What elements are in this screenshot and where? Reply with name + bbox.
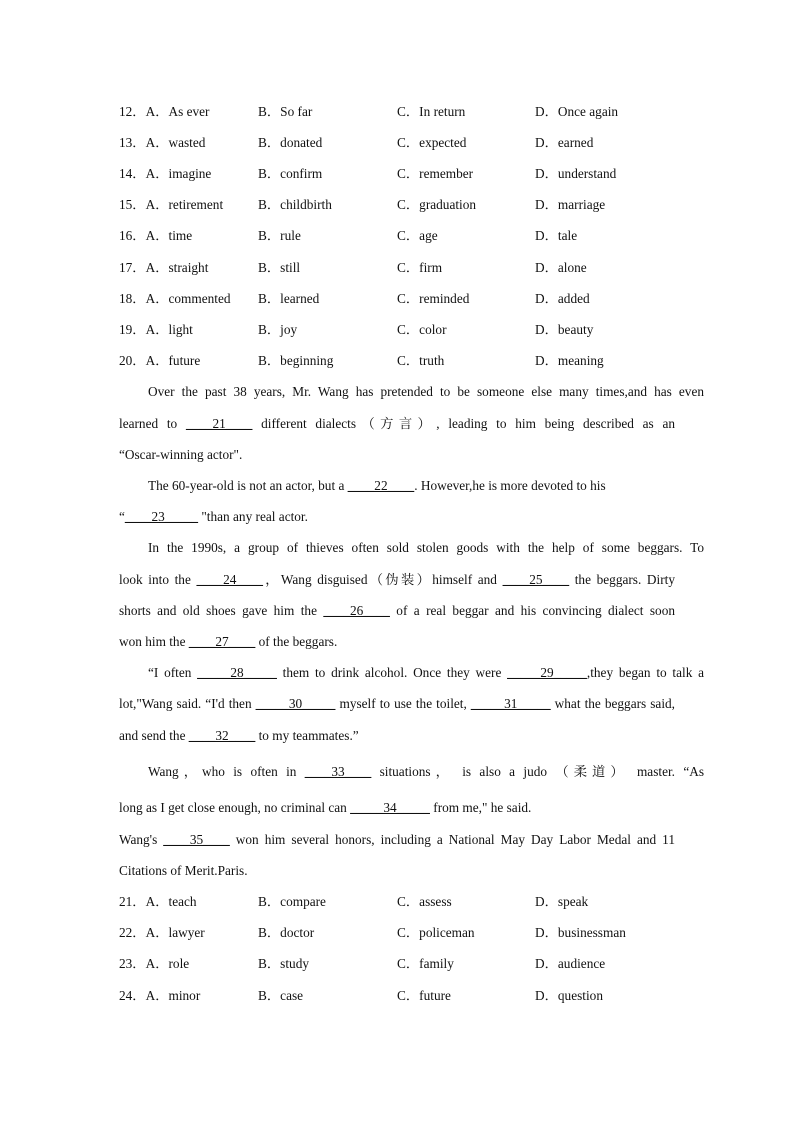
- option-d: [535, 102, 618, 122]
- option-d: [535, 133, 593, 153]
- option-text: audience: [557, 956, 606, 971]
- option-d: [535, 289, 590, 309]
- option-letter: D．: [535, 988, 558, 1003]
- passage-p3-line3: shorts and old shoes gave him the ____26____ of a real beggar and his convincing dialect soon: [119, 603, 676, 618]
- number-dot: ．: [132, 956, 146, 971]
- option-a: [119, 986, 200, 1006]
- option-letter: C．: [397, 197, 420, 212]
- passage-p1-line1: Over the past 38 years, Mr. Wang has pretended to be someone else many times,and has even: [148, 384, 704, 399]
- option-text: reminded: [419, 291, 470, 306]
- option-text: earned: [557, 135, 594, 150]
- passage-p5-line2: long as I get close enough, no criminal can _____34_____ from me," he said.: [119, 800, 532, 815]
- blank-32: ____32____: [188, 728, 256, 743]
- option-letter: D．: [535, 956, 558, 971]
- option-letter: B．: [258, 353, 281, 368]
- option-c: [397, 923, 475, 943]
- option-text: speak: [557, 894, 589, 909]
- option-text: minor: [168, 988, 201, 1003]
- option-letter: D．: [535, 291, 558, 306]
- option-letter: A．: [145, 197, 169, 212]
- option-letter: C．: [397, 104, 420, 119]
- option-a: [119, 892, 197, 912]
- option-text: family: [419, 956, 454, 971]
- option-a: [119, 289, 231, 309]
- option-letter: C．: [397, 988, 420, 1003]
- option-b: [258, 226, 301, 246]
- question-number: 24: [119, 988, 133, 1003]
- option-d: [535, 258, 587, 278]
- blank-21: ____21____: [185, 416, 253, 431]
- option-letter: D．: [535, 322, 558, 337]
- option-text: straight: [168, 260, 209, 275]
- number-dot: ．: [132, 135, 146, 150]
- option-letter: A．: [145, 104, 169, 119]
- option-b: [258, 133, 322, 153]
- option-b: [258, 195, 332, 215]
- option-text: tale: [557, 228, 578, 243]
- option-text: remember: [419, 166, 474, 181]
- blank-31: _____31_____: [470, 696, 551, 711]
- option-text: confirm: [280, 166, 323, 181]
- option-letter: B．: [258, 291, 281, 306]
- passage-p4-line2: lot,"Wang said. “I'd then _____30_____ myself to use the toilet, _____31_____ what the beggars said,: [119, 696, 675, 711]
- option-text: future: [419, 988, 451, 1003]
- option-letter: D．: [535, 228, 558, 243]
- option-d: [535, 226, 577, 246]
- option-a: [119, 226, 192, 246]
- passage-p2-line2: “____23_____ "than any real actor.: [119, 509, 308, 524]
- passage-p4-line3: and send the ____32____ to my teammates.”: [119, 728, 359, 743]
- blank-35: ____35____: [163, 832, 230, 847]
- passage-p2-line1: The 60-year-old is not an actor, but a ____22____. However,he is more devoted to his: [148, 478, 606, 493]
- blank-27: ____27____: [188, 634, 256, 649]
- option-text: expected: [419, 135, 467, 150]
- option-text: marriage: [557, 197, 606, 212]
- option-text: doctor: [280, 925, 315, 940]
- option-text: firm: [419, 260, 443, 275]
- option-a: [119, 923, 205, 943]
- question-number: 15: [119, 197, 133, 212]
- question-number: 16: [119, 228, 133, 243]
- option-letter: C．: [397, 228, 420, 243]
- option-b: [258, 986, 303, 1006]
- blank-30: _____30_____: [255, 696, 336, 711]
- number-dot: ．: [132, 322, 146, 337]
- option-letter: C．: [397, 894, 420, 909]
- option-text: study: [280, 956, 309, 971]
- blank-24: ____24____: [196, 572, 263, 587]
- option-text: assess: [419, 894, 452, 909]
- number-dot: ．: [132, 894, 146, 909]
- passage-p4-line1: “I often _____28_____ them to drink alcohol. Once they were _____29_____,they began to talk a: [148, 665, 704, 680]
- question-number: 17: [119, 260, 133, 275]
- option-a: [119, 351, 200, 371]
- option-c: [397, 164, 473, 184]
- option-c: [397, 195, 476, 215]
- question-number: 23: [119, 956, 133, 971]
- option-letter: C．: [397, 353, 420, 368]
- option-letter: A．: [145, 135, 169, 150]
- option-letter: C．: [397, 135, 420, 150]
- number-dot: ．: [132, 197, 146, 212]
- option-text: still: [280, 260, 301, 275]
- passage-p1-line2: learned to ____21____ different dialects（方言）, leading to him being described as an: [119, 416, 675, 431]
- passage-p3-line2: look into the ____24____，Wang disguised（伪装）himself and ____25____ the beggars. Dirty: [119, 572, 676, 587]
- option-b: [258, 954, 309, 974]
- option-text: case: [280, 988, 304, 1003]
- blank-33: ____33____: [304, 764, 372, 779]
- option-b: [258, 258, 300, 278]
- option-c: [397, 258, 442, 278]
- option-a: [119, 133, 205, 153]
- option-c: [397, 133, 466, 153]
- number-dot: ．: [132, 260, 146, 275]
- option-letter: B．: [258, 228, 281, 243]
- option-letter: D．: [535, 135, 558, 150]
- option-text: As ever: [168, 104, 210, 119]
- number-dot: ．: [132, 228, 146, 243]
- option-c: [397, 289, 469, 309]
- option-a: [119, 102, 209, 122]
- option-letter: B．: [258, 988, 281, 1003]
- option-letter: B．: [258, 104, 281, 119]
- option-text: question: [557, 988, 603, 1003]
- option-d: [535, 986, 603, 1006]
- question-number: 22: [119, 925, 133, 940]
- option-text: businessman: [557, 925, 626, 940]
- option-d: [535, 164, 616, 184]
- option-text: lawyer: [168, 925, 205, 940]
- number-dot: ．: [132, 353, 146, 368]
- option-d: [535, 954, 605, 974]
- option-b: [258, 289, 319, 309]
- passage-p3-line1: In the 1990s, a group of thieves often sold stolen goods with the help of some beggars. To: [148, 540, 704, 555]
- passage-p6-line1: Wang's ____35____ won him several honors, including a National May Day Labor Medal and 11: [119, 832, 675, 847]
- option-letter: C．: [397, 956, 420, 971]
- option-a: [119, 164, 211, 184]
- number-dot: ．: [132, 291, 146, 306]
- option-b: [258, 892, 326, 912]
- option-text: joy: [280, 322, 298, 337]
- option-text: role: [168, 956, 190, 971]
- option-c: [397, 320, 447, 340]
- question-number: 13: [119, 135, 133, 150]
- blank-34: _____34_____: [350, 800, 430, 815]
- option-text: rule: [280, 228, 301, 243]
- blank-26: ____26____: [323, 603, 390, 618]
- option-c: [397, 892, 452, 912]
- option-text: imagine: [168, 166, 212, 181]
- option-text: light: [168, 322, 193, 337]
- option-letter: C．: [397, 166, 420, 181]
- option-letter: A．: [145, 322, 169, 337]
- option-letter: B．: [258, 197, 281, 212]
- option-text: beauty: [557, 322, 594, 337]
- option-text: alone: [557, 260, 587, 275]
- option-d: [535, 351, 604, 371]
- option-b: [258, 320, 297, 340]
- option-text: policeman: [419, 925, 475, 940]
- question-number: 12: [119, 104, 133, 119]
- option-text: childbirth: [280, 197, 332, 212]
- option-letter: A．: [145, 291, 169, 306]
- option-text: wasted: [168, 135, 206, 150]
- option-letter: B．: [258, 894, 281, 909]
- option-text: donated: [280, 135, 323, 150]
- question-number: 19: [119, 322, 133, 337]
- option-text: added: [557, 291, 590, 306]
- option-d: [535, 195, 605, 215]
- question-number: 14: [119, 166, 133, 181]
- option-text: graduation: [419, 197, 477, 212]
- blank-22: ____22____: [347, 478, 415, 493]
- option-letter: D．: [535, 353, 558, 368]
- option-letter: A．: [145, 228, 169, 243]
- option-a: [119, 195, 223, 215]
- option-text: compare: [280, 894, 326, 909]
- number-dot: ．: [132, 925, 146, 940]
- option-a: [119, 320, 193, 340]
- option-text: time: [168, 228, 193, 243]
- option-b: [258, 923, 314, 943]
- option-c: [397, 102, 465, 122]
- passage-p6-line2: Citations of Merit.Paris.: [119, 863, 248, 878]
- option-letter: B．: [258, 260, 281, 275]
- option-letter: A．: [145, 988, 169, 1003]
- question-number: 20: [119, 353, 133, 368]
- option-text: In return: [419, 104, 466, 119]
- option-c: [397, 954, 454, 974]
- question-number: 21: [119, 894, 133, 909]
- blank-28: _____28_____: [197, 665, 277, 680]
- option-letter: C．: [397, 925, 420, 940]
- option-text: future: [168, 353, 201, 368]
- option-text: beginning: [280, 353, 334, 368]
- option-letter: D．: [535, 894, 558, 909]
- option-letter: C．: [397, 291, 420, 306]
- option-text: Once again: [557, 104, 619, 119]
- option-letter: B．: [258, 322, 281, 337]
- option-a: [119, 954, 189, 974]
- option-text: age: [419, 228, 438, 243]
- option-b: [258, 351, 333, 371]
- option-b: [258, 164, 322, 184]
- option-a: [119, 258, 208, 278]
- option-d: [535, 892, 588, 912]
- passage-p3-line4: won him the ____27____ of the beggars.: [119, 634, 338, 649]
- option-text: understand: [557, 166, 617, 181]
- option-text: learned: [280, 291, 320, 306]
- option-letter: B．: [258, 135, 281, 150]
- blank-25: ____25____: [502, 572, 570, 587]
- option-letter: A．: [145, 353, 169, 368]
- option-letter: D．: [535, 104, 558, 119]
- blank-23: ____23_____: [124, 509, 199, 524]
- option-text: teach: [168, 894, 197, 909]
- option-letter: A．: [145, 166, 169, 181]
- passage-p1-line3: “Oscar-winning actor".: [119, 447, 243, 462]
- option-letter: A．: [145, 894, 169, 909]
- option-letter: C．: [397, 260, 420, 275]
- option-letter: B．: [258, 925, 281, 940]
- number-dot: ．: [132, 166, 146, 181]
- option-d: [535, 923, 626, 943]
- blank-29: _____29_____: [507, 665, 587, 680]
- option-letter: D．: [535, 166, 558, 181]
- option-d: [535, 320, 593, 340]
- option-letter: B．: [258, 956, 281, 971]
- option-c: [397, 351, 444, 371]
- option-letter: D．: [535, 925, 558, 940]
- option-text: color: [419, 322, 447, 337]
- option-c: [397, 226, 438, 246]
- option-text: truth: [419, 353, 445, 368]
- option-letter: A．: [145, 925, 169, 940]
- question-number: 18: [119, 291, 133, 306]
- option-b: [258, 102, 312, 122]
- option-letter: D．: [535, 197, 558, 212]
- option-text: retirement: [168, 197, 224, 212]
- option-letter: A．: [145, 956, 169, 971]
- option-text: So far: [280, 104, 313, 119]
- option-text: commented: [168, 291, 231, 306]
- passage-p5-line1: Wang，who is often in ____33____ situations， is also a judo （柔道） master. “As: [148, 764, 705, 779]
- number-dot: ．: [132, 988, 146, 1003]
- option-text: meaning: [557, 353, 604, 368]
- option-letter: C．: [397, 322, 420, 337]
- option-c: [397, 986, 451, 1006]
- number-dot: ．: [132, 104, 146, 119]
- option-letter: D．: [535, 260, 558, 275]
- option-letter: B．: [258, 166, 281, 181]
- option-letter: A．: [145, 260, 169, 275]
